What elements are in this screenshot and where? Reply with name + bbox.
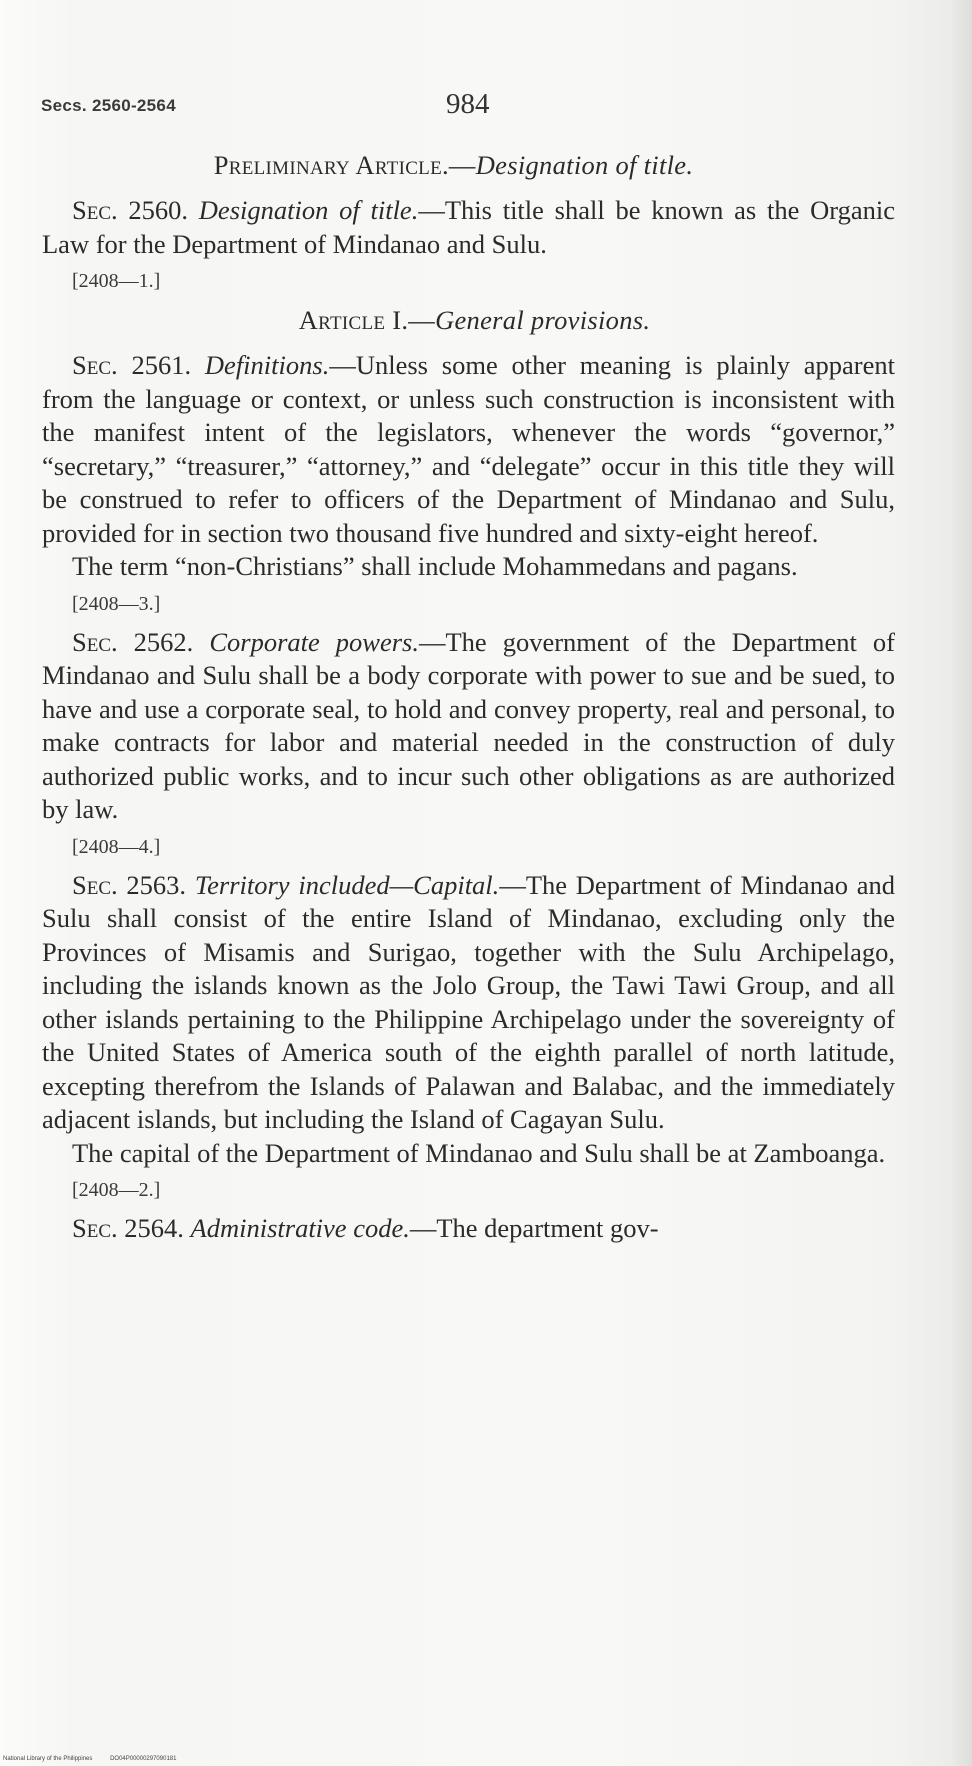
page-number: 984 [446,88,490,120]
section-citation: [2408—3.] [72,592,161,615]
section-label: Sec. 2563. [72,869,187,900]
section-2562 [42,626,895,827]
article-1-heading [54,303,895,337]
section-body: —The department gov- [409,1213,659,1243]
section-citation: [2408—1.] [72,270,161,292]
section-heading: Designation of title. [198,195,419,225]
section-heading: Territory included—Capital. [194,869,500,900]
section-citation: [2408—2.] [72,1179,161,1201]
section-range: Secs. 2560-2564 [41,96,176,115]
section-2563 [42,869,895,1137]
section-2563-paragraph-2: The capital of the Department of Mindanao and Sulu shall be at Zamboanga. [72,1137,886,1168]
section-body: —The Department of Mindanao and Sulu shall consist of the entire Island of Mindanao, excluding only the Provinces of Misamis and Surigao, together with the Sulu Archipelago, including the islands known as the Jolo Group, the Tawi Tawi Group, and all other islands pertaining to the Philippine Archipelago under the sovereignty of the United States of America south of the eighth parallel of north latitude, excepting therefrom the Islands of Palawan and Balabac, and the immediately adjacent islands, but including the Island of Cagayan Sulu. [42,869,895,1134]
section-citation: [2408—4.] [72,835,161,858]
section-heading: Definitions. [204,350,330,380]
section-body: —The government of the Department of Mindanao and Sulu shall be a body corporate with power to sue and be sued, to have and use a corporate seal, to hold and convey property, real and personal, to make contracts for labor and material needed in the construction of duly authorized public works, and to incur such other obligations as are authorized by law. [42,626,895,824]
preliminary-article-label: Preliminary Article. [213,150,449,180]
section-2561-paragraph-2: The term “non-Christians” shall include Mohammedans and pagans. [72,551,798,581]
preliminary-article-heading [12,148,895,182]
section-heading: Corporate powers. [209,626,419,657]
preliminary-article-dash: — [448,150,476,180]
article-1-title: General provisions. [435,305,651,335]
footer-library: National Library of the Philippines [3,1756,93,1762]
section-label: Sec. 2560. [72,195,189,225]
running-head [41,88,886,128]
section-heading: Administrative code. [190,1213,410,1243]
section-body: —This title shall be known as the Organic Law for the Department of Mindanao and Sulu. [42,195,896,259]
section-label: Sec. 2562. [72,626,194,657]
section-2560 [42,194,895,261]
section-2561 [42,349,895,550]
article-1-dash: — [408,305,436,335]
article-1-label: Article I. [298,305,409,335]
preliminary-article-title: Designation of title. [475,150,694,180]
section-2564 [42,1212,895,1246]
page-body [42,148,895,1246]
scan-footer [3,1755,192,1763]
scan-edge-shadow [950,0,972,1766]
section-label: Sec. 2561. [72,350,192,380]
section-label: Sec. 2564. [72,1213,184,1243]
footer-identifier: DO04P00000297090181 [110,1756,177,1762]
section-body: —Unless some other meaning is plainly apparent from the language or context, or unless such construction is inconsistent with the manifest intent of the legislators, whenever the words “governor,” “secretary,” “treasurer,” “attorney,” and “delegate” occur in this title they will be construed to refer to officers of the Department of Mindanao and Sulu, provided for in section two thousand five hundred and sixty-eight hereof. [42,350,895,548]
